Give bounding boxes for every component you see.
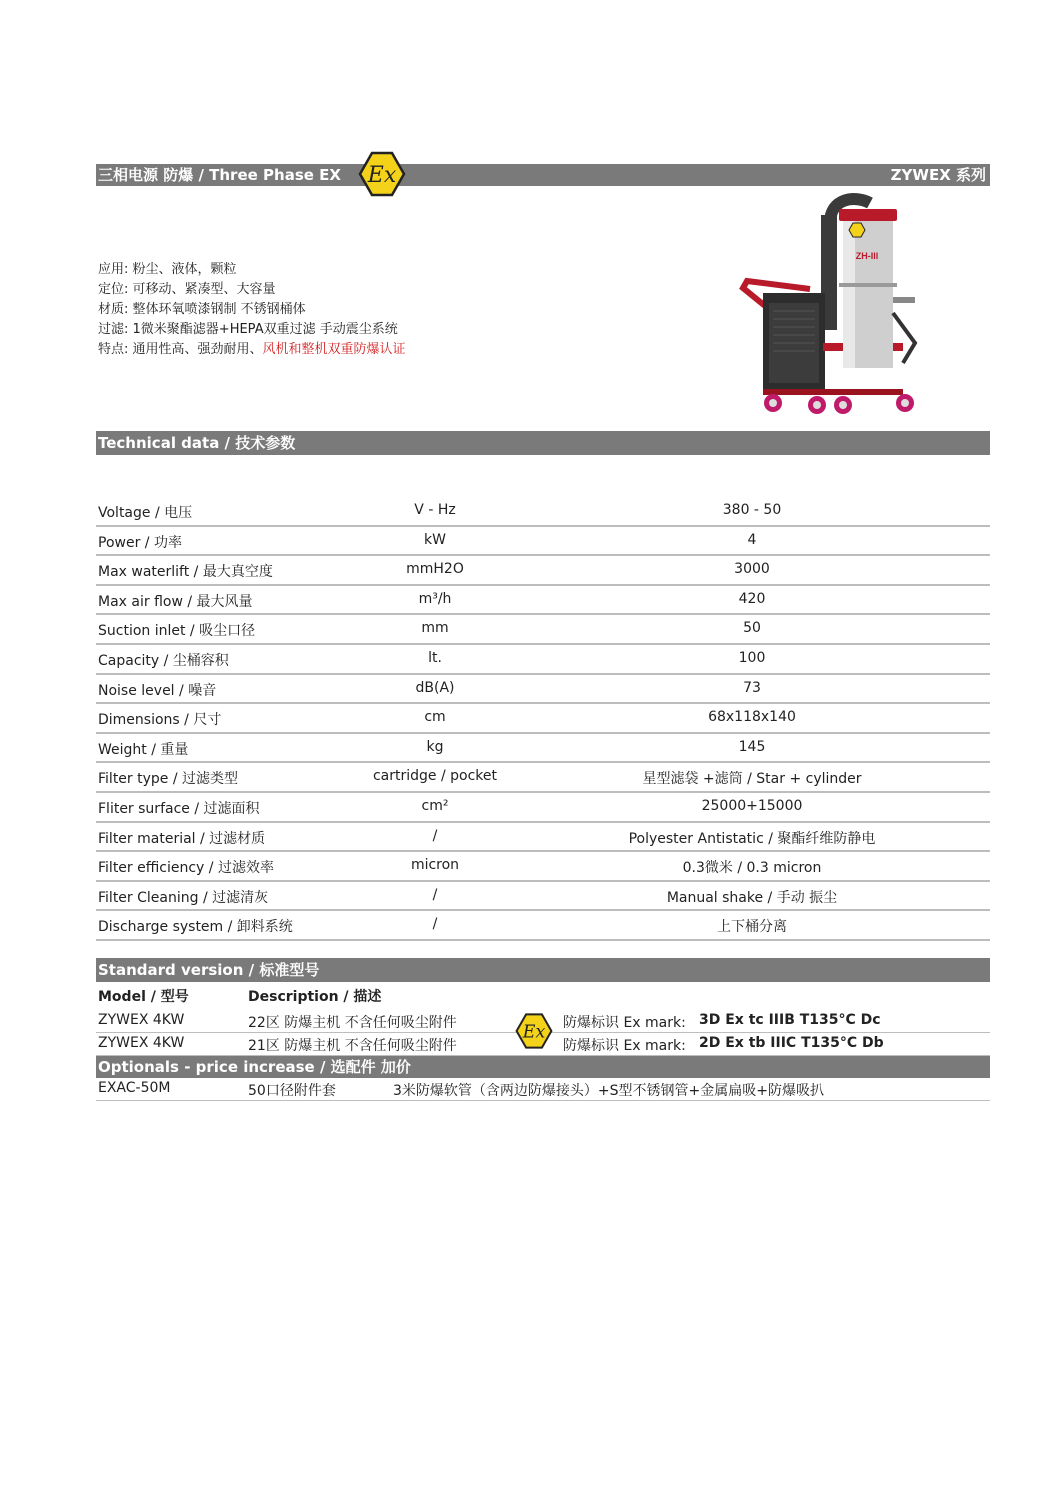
standard-row: ZYWEX 4KW 22区 防爆主机 不含任何吸尘附件 防爆标识 Ex mark: 3D Ex tc IIIB T135°C Dc — [96, 1010, 990, 1033]
table-row: Filter type / 过滤类型 cartridge / pocket 星型滤袋 +滤筒 / Star + cylinder — [96, 763, 990, 793]
table-row: Noise level / 噪音 dB(A) 73 — [96, 675, 990, 705]
svg-text:Ex: Ex — [522, 1022, 546, 1043]
model-header: Model / 型号 — [98, 989, 189, 1005]
optionals-row: EXAC-50M 50口径附件套 3米防爆软管（含两边防爆接头）+S型不锈钢管+金属扁吸+防爆吸扒 — [96, 1078, 990, 1101]
table-row: Filter material / 过滤材质 / Polyester Antistatic / 聚酯纤维防静电 — [96, 823, 990, 853]
table-row: Voltage / 电压 V - Hz 380 - 50 — [96, 497, 990, 527]
feature-highlight: 风机和整机双重防爆认证 — [262, 342, 406, 357]
tech-section-title: Technical data / 技术参数 — [98, 434, 296, 452]
feature-item: 过滤: 1微米聚酯滤器+HEPA双重过滤 手动震尘系统 — [98, 322, 398, 337]
table-row: Filter efficiency / 过滤效率 micron 0.3微米 / 0.3 micron — [96, 852, 990, 882]
table-row: Fliter surface / 过滤面积 cm² 25000+15000 — [96, 793, 990, 823]
feature-item: 特点: 通用性高、强劲耐用、风机和整机双重防爆认证 — [98, 342, 406, 357]
description-header: Description / 描述 — [248, 989, 382, 1005]
ex-mark: 3D Ex tc IIIB T135°C Dc — [699, 1012, 881, 1028]
standard-table-header — [96, 984, 990, 1008]
ex-atex-icon — [358, 150, 406, 198]
ex-atex-small-icon — [515, 1012, 553, 1050]
table-row: Max air flow / 最大风量 m³/h 420 — [96, 586, 990, 616]
table-row: Power / 功率 kW 4 — [96, 527, 990, 557]
optionals-section-title: Optionals - price increase / 选配件 加价 — [98, 1058, 411, 1076]
table-row: Capacity / 尘桶容积 lt. 100 — [96, 645, 990, 675]
product-image — [735, 193, 920, 423]
feature-item: 材质: 整体环氧喷漆钢制 不锈钢桶体 — [98, 302, 306, 317]
feature-item: 定位: 可移动、紧凑型、大容量 — [98, 282, 276, 297]
standard-row: ZYWEX 4KW 21区 防爆主机 不含任何吸尘附件 防爆标识 Ex mark: 2D Ex tb IIIC T135°C Db — [96, 1033, 990, 1056]
svg-text:ZH-Ill: ZH-Ill — [855, 251, 879, 261]
ex-mark: 2D Ex tb IIIC T135°C Db — [699, 1035, 884, 1051]
tech-table — [96, 497, 990, 941]
table-row: Discharge system / 卸料系统 / 上下桶分离 — [96, 911, 990, 941]
table-row: Suction inlet / 吸尘口径 mm 50 — [96, 615, 990, 645]
table-row: Weight / 重量 kg 145 — [96, 734, 990, 764]
page-title: 三相电源 防爆 / Three Phase EX — [98, 166, 341, 184]
table-row: Max waterlift / 最大真空度 mmH2O 3000 — [96, 556, 990, 586]
svg-text:Ex: Ex — [367, 163, 397, 188]
feature-list — [98, 260, 406, 360]
feature-item: 应用: 粉尘、液体，颗粒 — [98, 262, 237, 277]
standard-section-title: Standard version / 标准型号 — [98, 961, 320, 979]
table-row: Dimensions / 尺寸 cm 68x118x140 — [96, 704, 990, 734]
table-row: Filter Cleaning / 过滤清灰 / Manual shake / 手动 振尘 — [96, 882, 990, 912]
series-label: ZYWEX 系列 — [890, 166, 986, 184]
